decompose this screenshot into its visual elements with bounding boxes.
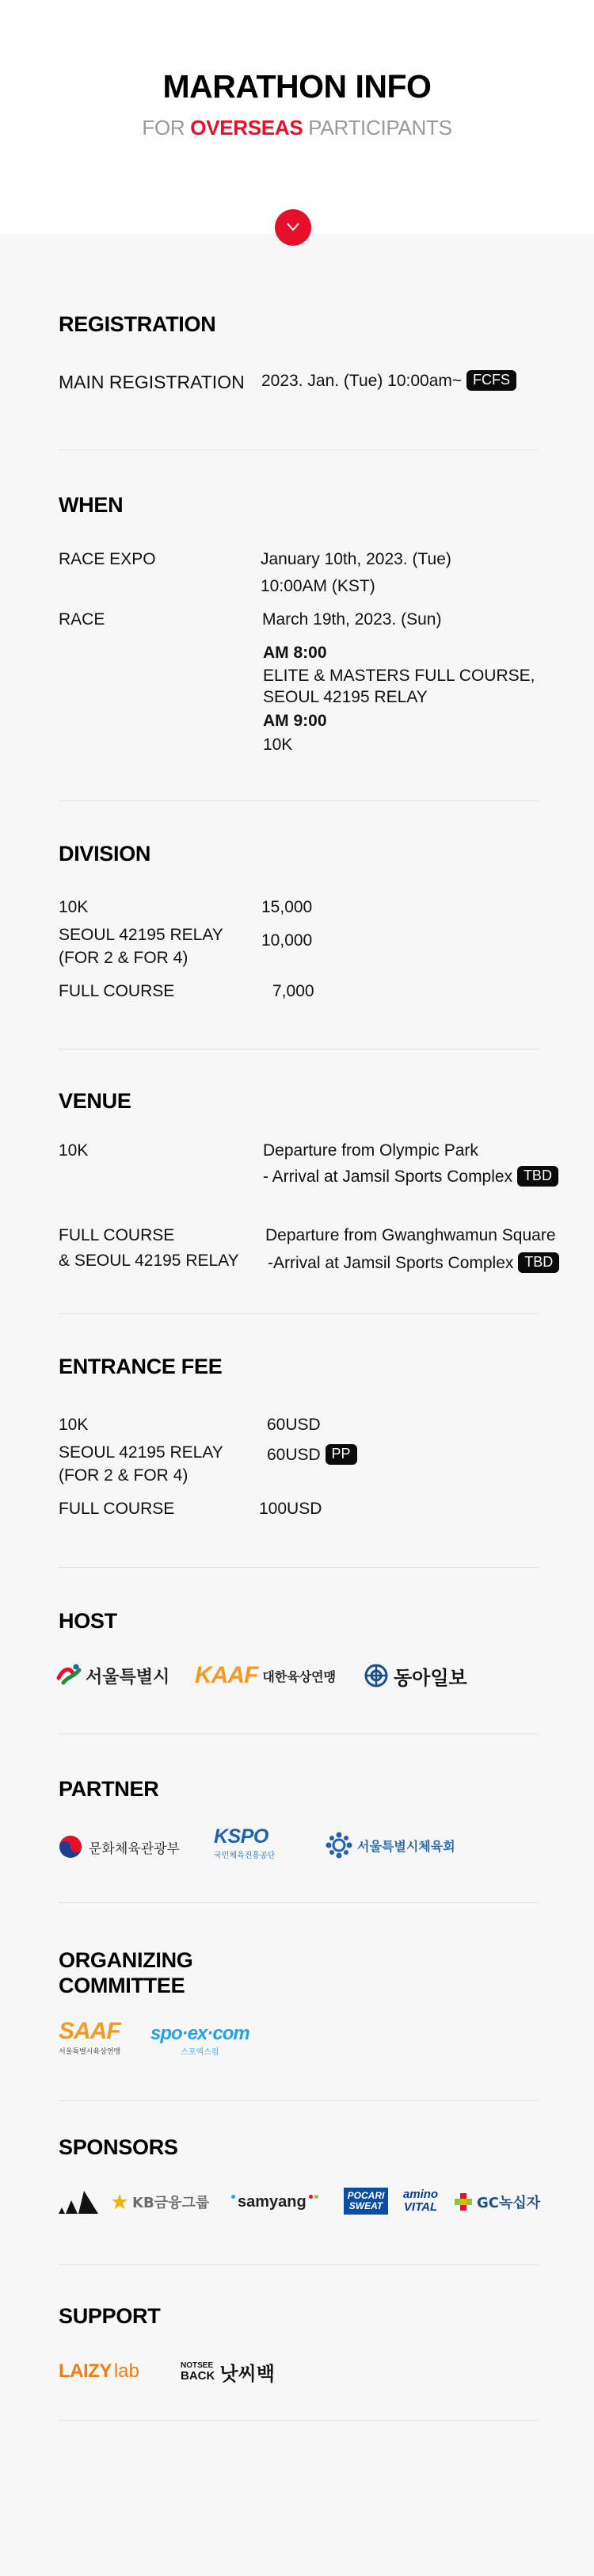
section-title-sponsors: SPONSORS (59, 2135, 178, 2159)
venue-label-10k: 10K (59, 1141, 89, 1160)
notsee-back-mark-line-2: BACK (181, 2368, 215, 2383)
amino-vital-logo-text: amino VITAL (402, 2188, 439, 2214)
race-expo-time: 10:00AM (KST) (261, 577, 375, 595)
division-value-full: 7,000 (272, 982, 314, 1000)
chevron-down-icon (286, 221, 300, 232)
venue-full-arrival (268, 1252, 559, 1275)
page-subtitle (0, 116, 594, 140)
subtitle-highlight: OVERSEAS (190, 116, 303, 140)
adidas-logo (59, 2190, 98, 2214)
notsee-back-logo-mark (181, 2362, 215, 2382)
race-expo-label: RACE EXPO (59, 550, 156, 568)
samyang-logo-text: samyang (238, 2192, 307, 2211)
sports-council-mark-icon (325, 1831, 353, 1859)
section-divider (59, 2420, 539, 2421)
race-time-2-description: 10K (263, 736, 293, 754)
fee-label-10k: 10K (59, 1416, 89, 1434)
kaaf-logo-mark: KAAF (195, 1662, 258, 1688)
section-divider (59, 1313, 539, 1314)
fee-label-full: FULL COURSE (59, 1500, 175, 1518)
race-time-1-description: ELITE & MASTERS FULL COURSE, SEOUL 42195 RELAY (263, 667, 535, 706)
section-divider (59, 1567, 539, 1568)
fee-label-relay: SEOUL 42195 RELAY (FOR 2 & FOR 4) (59, 1443, 223, 1485)
race-label: RACE (59, 610, 105, 629)
kaaf-logo (195, 1661, 336, 1690)
seoul-sports-council-logo (325, 1829, 455, 1861)
donga-ilbo-logo-text: 동아일보 (394, 1666, 467, 1689)
venue-10k-arrival-text: - Arrival at Jamsil Sports Complex (263, 1168, 513, 1186)
subtitle-prefix: FOR (142, 116, 191, 140)
venue-label-full: FULL COURSE & SEOUL 42195 RELAY (59, 1226, 239, 1270)
venue-10k-arrival (263, 1166, 558, 1188)
division-value-relay: 10,000 (261, 931, 313, 950)
samyang-logo (231, 2190, 318, 2214)
ministry-culture-logo (59, 1833, 180, 1860)
adidas-stripes-icon (59, 2190, 98, 2214)
pocari-sweat-logo-text: POCARI SWEAT (347, 2189, 385, 2211)
registration-date: 2023. Jan. (Tue) 10:00am~ (261, 372, 463, 390)
section-title-entrance-fee: ENTRANCE FEE (59, 1355, 223, 1378)
fee-value-10k: 60USD (267, 1416, 321, 1434)
kspo-logo (214, 1825, 275, 1867)
section-title-registration: REGISTRATION (59, 312, 216, 336)
kspo-logo-mark: KSPO (214, 1825, 268, 1848)
gc-logo-text: GC녹십자 (477, 2195, 541, 2211)
section-divider (59, 1733, 539, 1734)
saaf-logo (59, 2020, 120, 2056)
section-divider (59, 449, 539, 450)
notsee-back-logo-text: 낫씨백 (219, 2362, 275, 2385)
seoul-city-logo-text: 서울특별시 (86, 1667, 170, 1687)
section-title-organizing (59, 1947, 193, 1999)
venue-10k-departure: Departure from Olympic Park (263, 1141, 478, 1160)
section-title-support: SUPPORT (59, 2304, 161, 2328)
division-label-full: FULL COURSE (59, 982, 175, 1000)
fee-value-relay-text: 60USD (267, 1446, 321, 1464)
donga-mark-icon (364, 1663, 389, 1688)
spoexcom-logo (150, 2024, 249, 2057)
hero-header (0, 0, 594, 234)
laizy-lab-logo-text: lab (113, 2360, 139, 2382)
division-value-10k: 15,000 (261, 898, 313, 916)
ministry-culture-logo-text: 문화체육관광부 (89, 1840, 180, 1857)
tbd-badge: TBD (518, 1252, 559, 1273)
fee-value-relay (267, 1444, 357, 1466)
section-divider (59, 1902, 539, 1903)
notsee-back-mark-line-1: NOTSEE (181, 2360, 214, 2370)
samyang-dot-icon (231, 2195, 235, 2199)
section-title-host: HOST (59, 1609, 117, 1633)
venue-full-departure: Departure from Gwanghwamun Square (265, 1226, 556, 1244)
kaaf-logo-text: 대한육상연맹 (262, 1668, 337, 1684)
samyang-dot-green-icon (314, 2195, 318, 2199)
pp-badge: PP (326, 1444, 357, 1465)
saaf-logo-mark: SAAF (59, 2018, 120, 2044)
laizy-lab-logo (59, 2359, 139, 2384)
registration-value (261, 370, 516, 392)
page-title: MARATHON INFO (162, 68, 432, 105)
seoul-mark-icon (55, 1662, 82, 1689)
division-label-relay: SEOUL 42195 RELAY (FOR 2 & FOR 4) (59, 926, 223, 967)
seoul-sports-council-logo-text: 서울특별시체육회 (357, 1838, 455, 1854)
kb-star-icon (110, 2192, 129, 2211)
fcfs-badge: FCFS (466, 370, 516, 391)
spoexcom-logo-text: 스포엑스컴 (181, 2048, 219, 2057)
taegeuk-icon (59, 1835, 82, 1859)
seoul-city-logo (55, 1660, 169, 1691)
section-title-division: DIVISION (59, 842, 151, 866)
saaf-logo-text: 서울특별시육상연맹 (59, 2048, 121, 2056)
amino-vital-logo (400, 2185, 441, 2217)
section-title-partner: PARTNER (59, 1777, 159, 1801)
laizy-lab-logo-mark: LAIZY (59, 2360, 112, 2382)
tbd-badge: TBD (517, 1166, 558, 1187)
gc-cross-icon (453, 2192, 474, 2212)
samyang-dot-red-icon (309, 2195, 313, 2199)
kb-logo-text: KB금융그룹 (132, 2195, 210, 2211)
race-time-1: AM 8:00 (263, 644, 327, 662)
kspo-logo-text: 국민체육진흥공단 (214, 1852, 276, 1860)
organizing-title-line-1: ORGANIZING (59, 1948, 193, 1972)
registration-label: MAIN REGISTRATION (59, 372, 245, 392)
fee-value-full: 100USD (259, 1500, 322, 1518)
race-date: March 19th, 2023. (Sun) (262, 610, 442, 629)
race-time-2: AM 9:00 (263, 712, 327, 730)
notsee-back-logo (181, 2359, 275, 2384)
section-title-when: WHEN (59, 493, 124, 517)
organizing-title-line-2: COMMITTEE (59, 1974, 185, 1998)
venue-full-arrival-text: -Arrival at Jamsil Sports Complex (268, 1254, 514, 1272)
subtitle-suffix: PARTICIPANTS (303, 116, 452, 140)
division-label-10k: 10K (59, 898, 89, 916)
gc-logo (453, 2190, 540, 2214)
pocari-sweat-logo (344, 2188, 388, 2215)
section-title-venue: VENUE (59, 1089, 131, 1113)
kb-logo (110, 2190, 209, 2214)
section-divider (59, 2100, 539, 2101)
scroll-down-button[interactable] (275, 209, 311, 246)
race-expo-date: January 10th, 2023. (Tue) (261, 550, 451, 568)
spoexcom-logo-mark: spo·ex·com (150, 2023, 249, 2044)
donga-ilbo-logo (364, 1661, 467, 1690)
